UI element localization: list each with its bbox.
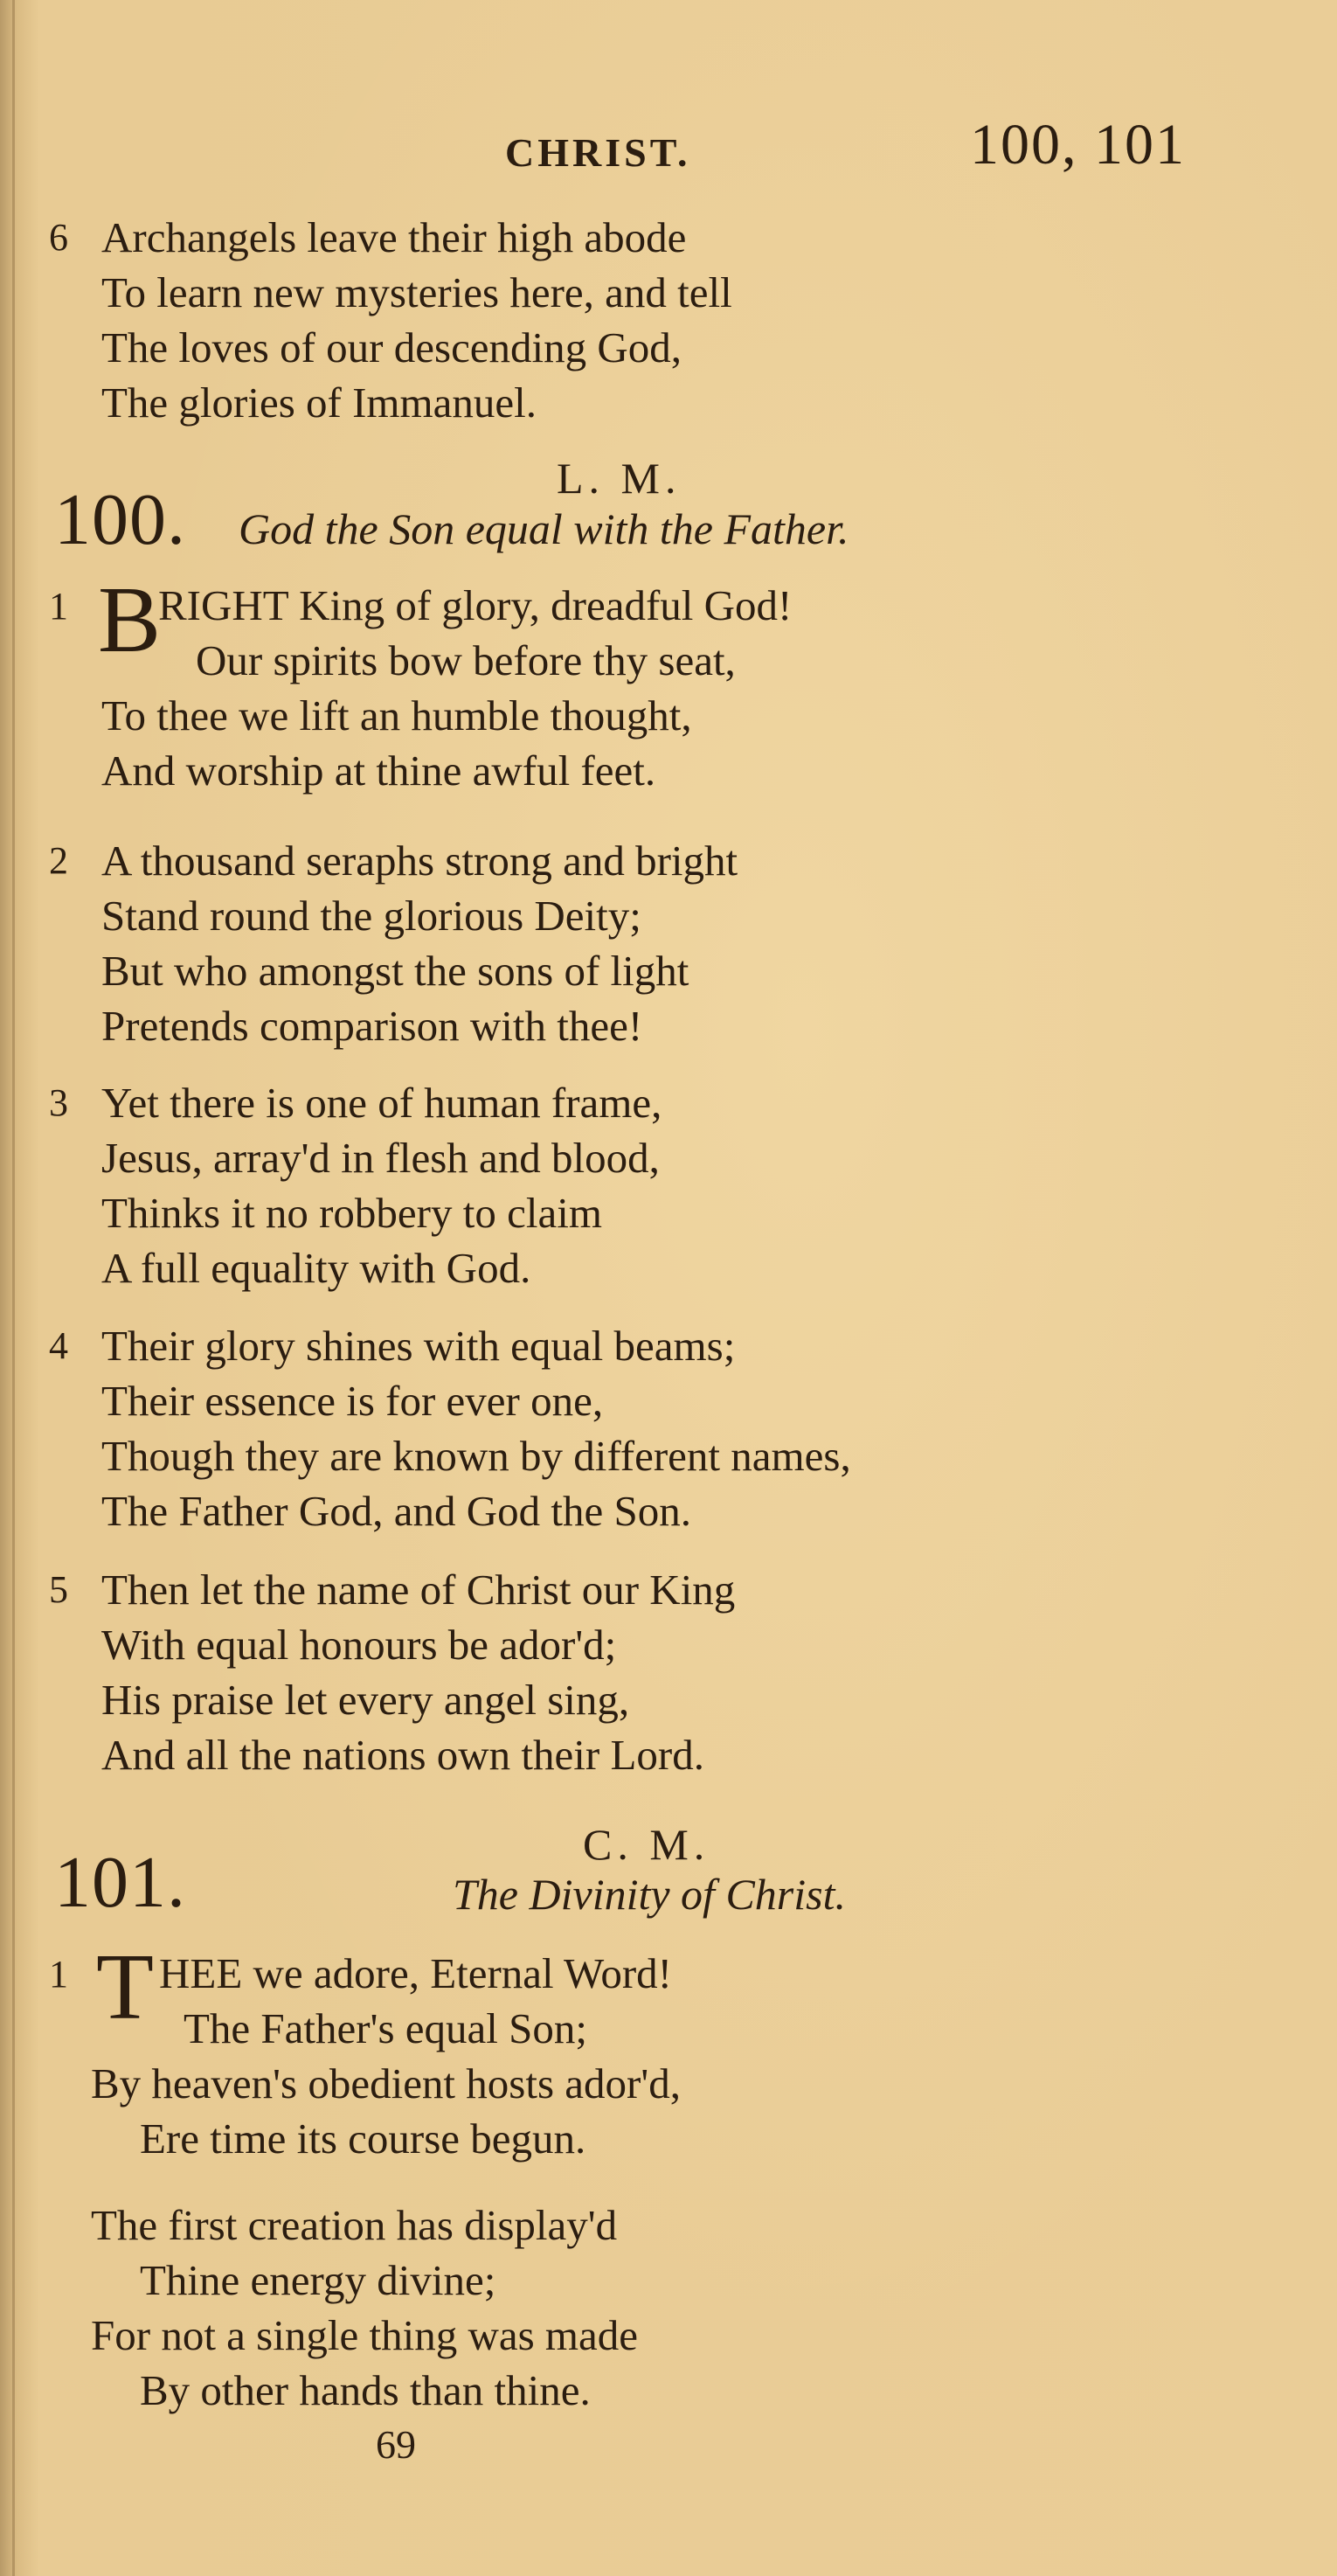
verse-line: By other hands than thine. bbox=[140, 2366, 591, 2414]
page-number: 69 bbox=[376, 2422, 416, 2467]
verse-line: With equal honours be ador'd; bbox=[101, 1621, 617, 1669]
drop-cap: T bbox=[96, 1935, 154, 2039]
hymn-subtitle: The Divinity of Christ. bbox=[453, 1870, 846, 1919]
verse-line: The Father's equal Son; bbox=[184, 2004, 587, 2052]
page-gutter bbox=[12, 0, 15, 2576]
verse-line: Their essence is for ever one, bbox=[101, 1377, 604, 1425]
verse-line: To thee we lift an humble thought, bbox=[101, 691, 692, 739]
hymn-range: 100, 101 bbox=[970, 113, 1186, 177]
verse-number: 6 bbox=[49, 216, 68, 259]
drop-cap: B bbox=[98, 568, 162, 672]
page-header bbox=[0, 112, 1337, 182]
verse-line: The glories of Immanuel. bbox=[101, 378, 537, 427]
verse-line: A full equality with God. bbox=[101, 1244, 531, 1292]
verse-line: Then let the name of Christ our King bbox=[101, 1566, 736, 1614]
hymn-subtitle: God the Son equal with the Father. bbox=[239, 504, 849, 553]
verse-line: Their glory shines with equal beams; bbox=[101, 1322, 736, 1370]
hymn-number: 101. bbox=[54, 1842, 186, 1923]
verse-line: Jesus, array'd in flesh and blood, bbox=[101, 1134, 660, 1182]
verse-line: Yet there is one of human frame, bbox=[101, 1079, 662, 1127]
running-head: CHRIST. bbox=[505, 130, 691, 175]
verse-number: 1 bbox=[49, 585, 68, 628]
verse-line: Stand round the glorious Deity; bbox=[101, 892, 641, 940]
hymn-number: 100. bbox=[54, 479, 186, 560]
verse-line: To learn new mysteries here, and tell bbox=[101, 268, 732, 316]
verse-number: 2 bbox=[49, 839, 68, 882]
verse-line: RIGHT King of glory, dreadful God! bbox=[158, 581, 793, 629]
hymn-meter: L. M. bbox=[557, 454, 682, 503]
verse-line: HEE we adore, Eternal Word! bbox=[159, 1949, 672, 1997]
verse-line: Though they are known by different names, bbox=[101, 1432, 851, 1480]
verse-line: Thine energy divine; bbox=[140, 2256, 496, 2304]
verse-number: 5 bbox=[49, 1568, 68, 1611]
verse-line: By heaven's obedient hosts ador'd, bbox=[91, 2059, 681, 2107]
verse-line: Pretends comparison with thee! bbox=[101, 1002, 643, 1050]
verse-number: 1 bbox=[49, 1953, 68, 1996]
verse-line: Ere time its course begun. bbox=[140, 2114, 586, 2163]
verse-line: Thinks it no robbery to claim bbox=[101, 1189, 602, 1237]
verse-line: But who amongst the sons of light bbox=[101, 947, 689, 995]
verse-number: 4 bbox=[49, 1324, 68, 1367]
verse-line: The first creation has display'd bbox=[91, 2201, 618, 2249]
verse-line: Archangels leave their high abode bbox=[101, 213, 687, 261]
verse-number: 3 bbox=[49, 1081, 68, 1124]
verse-line: His praise let every angel sing, bbox=[101, 1676, 630, 1724]
hymn-meter: C. M. bbox=[583, 1820, 710, 1869]
verse-line: And all the nations own their Lord. bbox=[101, 1731, 704, 1779]
verse-line: For not a single thing was made bbox=[91, 2311, 639, 2359]
verse-line: The Father God, and God the Son. bbox=[101, 1487, 691, 1535]
verse-line: The loves of our descending God, bbox=[101, 323, 682, 371]
verse-line: Our spirits bow before thy seat, bbox=[196, 636, 736, 684]
verse-line: And worship at thine awful feet. bbox=[101, 746, 656, 795]
verse-line: A thousand seraphs strong and bright bbox=[101, 837, 738, 885]
